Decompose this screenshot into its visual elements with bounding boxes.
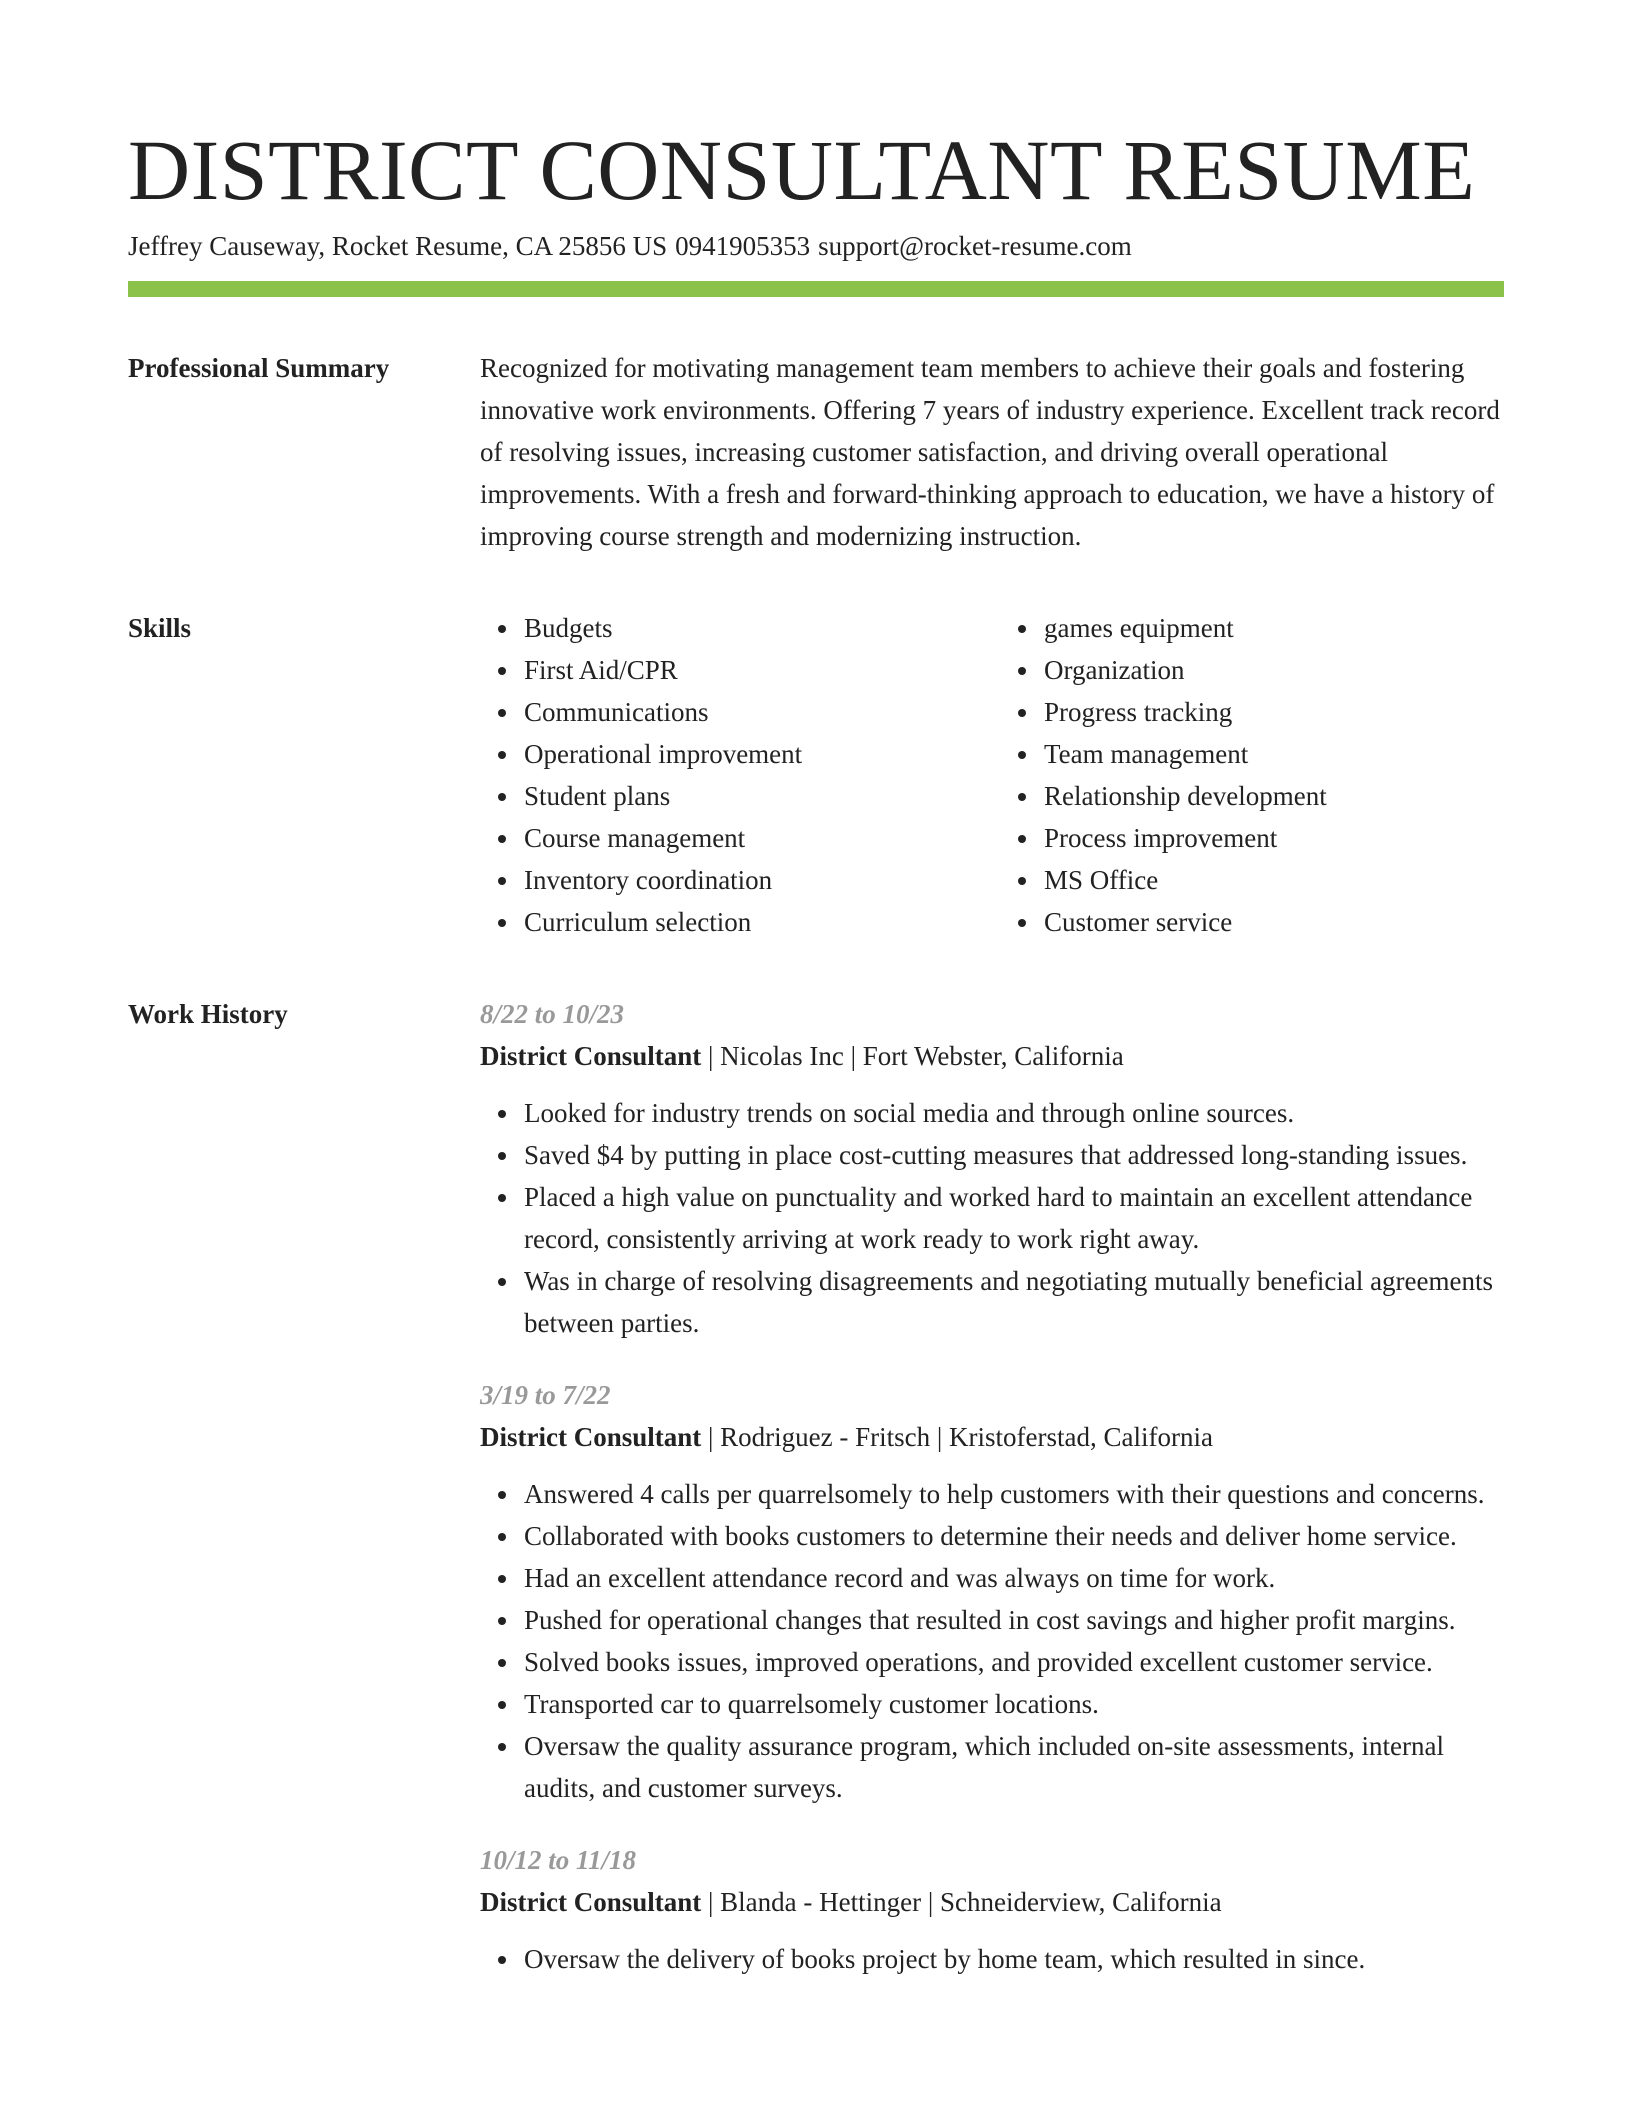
job-bullet: Transported car to quarrelsomely customer locations. xyxy=(524,1683,1504,1725)
skill-item: MS Office xyxy=(1044,859,1504,901)
skill-item: Curriculum selection xyxy=(524,901,984,943)
job-title: District Consultant xyxy=(480,1887,702,1917)
summary-text: Recognized for motivating management team members to achieve their goals and fostering innovative work environments. Offering 7 years of industry experience. Excellent track record of resolving issues, increasing customer satisfaction, and driving overall operational improvements. With a fresh and forward-thinking approach to education, we have a history of improving course strength and modernizing instruction. xyxy=(480,353,1500,551)
job-bullets xyxy=(480,1938,1504,1980)
work-history-heading: Work History xyxy=(128,999,288,1029)
job-header xyxy=(480,1416,1504,1458)
job-title: District Consultant xyxy=(480,1422,702,1452)
job-dates: 10/12 to 11/18 xyxy=(480,1845,637,1875)
job-bullet: Collaborated with books customers to determine their needs and deliver home service. xyxy=(524,1515,1504,1557)
job-bullet: Answered 4 calls per quarrelsomely to help customers with their questions and concerns. xyxy=(524,1473,1504,1515)
skill-item: First Aid/CPR xyxy=(524,649,984,691)
contact-address: Jeffrey Causeway, Rocket Resume, CA 25856 US xyxy=(128,231,668,261)
job-entry xyxy=(480,1374,1504,1809)
summary-section xyxy=(128,347,1504,557)
job-bullet: Saved $4 by putting in place cost-cutting measures that addressed long-standing issues. xyxy=(524,1134,1504,1176)
resume-title: DISTRICT CONSULTANT RESUME xyxy=(128,122,1476,218)
skill-item: Student plans xyxy=(524,775,984,817)
job-bullet: Oversaw the delivery of books project by home team, which resulted in since. xyxy=(524,1938,1504,1980)
job-dates: 3/19 to 7/22 xyxy=(480,1380,611,1410)
job-entry xyxy=(480,993,1504,1344)
job-bullets xyxy=(480,1473,1504,1809)
skill-item: Customer service xyxy=(1044,901,1504,943)
job-title: District Consultant xyxy=(480,1041,702,1071)
job-header xyxy=(480,1035,1504,1077)
skills-column-1 xyxy=(480,607,984,943)
job-header xyxy=(480,1881,1504,1923)
job-details: | Blanda - Hettinger | Schneiderview, California xyxy=(701,1887,1222,1917)
skills-heading: Skills xyxy=(128,613,192,643)
job-bullet: Oversaw the quality assurance program, which included on-site assessments, internal audits, and customer surveys. xyxy=(524,1725,1504,1809)
job-entry xyxy=(480,1839,1504,1980)
job-bullet: Placed a high value on punctuality and worked hard to maintain an excellent attendance record, consistently arriving at work ready to work right away. xyxy=(524,1176,1504,1260)
accent-divider xyxy=(128,281,1504,297)
job-bullet: Looked for industry trends on social media and through online sources. xyxy=(524,1092,1504,1134)
contact-phone: 0941905353 xyxy=(675,231,811,261)
skill-item: Course management xyxy=(524,817,984,859)
skill-item: Progress tracking xyxy=(1044,691,1504,733)
contact-email: support@rocket-resume.com xyxy=(818,231,1132,261)
work-history-section xyxy=(128,993,1504,2010)
job-details: | Nicolas Inc | Fort Webster, California xyxy=(701,1041,1124,1071)
job-dates: 8/22 to 10/23 xyxy=(480,999,625,1029)
job-bullet: Had an excellent attendance record and was always on time for work. xyxy=(524,1557,1504,1599)
job-bullet: Solved books issues, improved operations, and provided excellent customer service. xyxy=(524,1641,1504,1683)
skill-item: Relationship development xyxy=(1044,775,1504,817)
skill-item: Organization xyxy=(1044,649,1504,691)
skill-item: Team management xyxy=(1044,733,1504,775)
job-bullet: Was in charge of resolving disagreements and negotiating mutually beneficial agreements between parties. xyxy=(524,1260,1504,1344)
skill-item: Communications xyxy=(524,691,984,733)
job-bullets xyxy=(480,1092,1504,1344)
job-bullet: Pushed for operational changes that resulted in cost savings and higher profit margins. xyxy=(524,1599,1504,1641)
resume-page xyxy=(128,120,1504,2010)
skill-item: games equipment xyxy=(1044,607,1504,649)
job-details: | Rodriguez - Fritsch | Kristoferstad, California xyxy=(701,1422,1213,1452)
summary-heading: Professional Summary xyxy=(128,353,390,383)
skills-column-2 xyxy=(984,607,1504,943)
contact-line xyxy=(128,228,1504,264)
skills-list xyxy=(480,607,1504,943)
skill-item: Operational improvement xyxy=(524,733,984,775)
skill-item: Process improvement xyxy=(1044,817,1504,859)
skill-item: Budgets xyxy=(524,607,984,649)
skill-item: Inventory coordination xyxy=(524,859,984,901)
skills-section xyxy=(128,607,1504,943)
